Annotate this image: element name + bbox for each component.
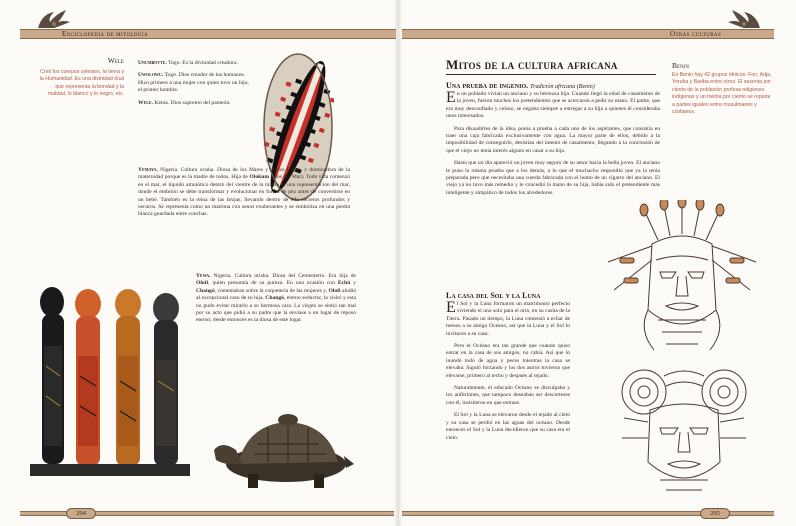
eagle-ornament-icon	[724, 6, 764, 32]
left-running-head: Enciclopedia de mitología	[62, 30, 149, 38]
story2-text: El Sol y la Luna formaron un matrimonio perfecto viviendo el uno solo para el otro, en su casita de la Tierra. Pasado un tiempo, la Luna comenzó a echar de menos a su amigo Océano, así que la Luna y el Sol lo invitaron a su casa. Pero el Océano era tan grande que cuando quiso entrar en la casa de sus amigos, no cabía. Así que lo inundó todo de agua y peces mientras la casa se elevaba. Siguió forzando y los dos astros tuvieron que elevarse, primero al techo y después al tejado. Naturalmente, el educado Océano se disculpaba y los anfitriones, que tampoco deseaban ser descorteses con él, insistieron en que entrase. El Sol y la Luna se elevaron desde el tejado al cielo y su casa se perdió en las aguas del océano. Desde entonces el Sol y la Luna decidieron que su casa era el cielo.	[446, 299, 570, 441]
left-sidebar-title: Wele	[107, 56, 124, 65]
left-page-number: 294	[66, 508, 96, 519]
story2-heading: La casa del Sol y la Luna	[446, 291, 541, 300]
page-title: Mitos de la cultura africana	[446, 57, 618, 72]
left-sidebar-text: Creó los cuerpos celestes, la tierra y la Humanidad. Es una divinidad dual que representa la bondad y la maldad, lo blanco y lo negro, etc.	[39, 69, 124, 98]
entry-yemaya: Yemaya. Nigeria. Cultura orisha. Diosa de los Mares y de los Lagos, y dominadora de la maternidad porque es la madre de todos. Hija de Olokum (dios del Mar). Toda vida comenzó en el mar, el líquido amniótico dentro del vientre de la madre es una representación del mar, donde el embrión se debe transformar y evolucionar en forma de pez antes de convertirse en un bebé. También es la reina de las brujas, llevando dentro de ella secretos profundos y oscuros. Se representa como un matrona con senos exuberantes y se simboliza en una piedra blanca guardada entre conchas.	[138, 167, 350, 218]
entry-unumbotte: Unumbotte. Togo. Es la divinidad creadora.	[138, 60, 238, 66]
entry-yewa: Yewa. Nigeria. Cultura orisha. Diosa del Cementerio. Era hija de Olofi, quien presumía de su pureza. En una ocasión con Echú y Changó, comentaban sobre la coquetería de las mujeres y, Olofi aludió al excepcional caso de su hija. Changó, eterno seductor, la visitó y esta no pudo evitar mirarlo a su hermosa cara. La virgen se sintió tan mal por su acto que pidió a su padre que la enviase a un lugar de reposo eterno; desde entonces es la diosa de este lugar.	[196, 273, 356, 324]
story1-text: En un poblado vivían un anciano y su hermosa hija. Cuando llegó la edad de casamiento de la joven, fueron muchos los pretendientes que se acercaron a pedir su mano. El padre, que era muy desconfiado y celoso, se negaba siempre a entregar a su hija a quienes él consideraba unos interesados. Para disuadirles de la idea, ponía a prueba a cada uno de los aspirantes, que consistía en traer una caja fabricada exclusivamente con agua. La mayor parte de ellos, debido a la imposibilidad de conseguirlo, desistían del intento de casamiento, llegando a la conclusión de que el viejo no tenía interés alguno en casar a su hija. Hasta que un día apareció un joven muy seguro de su amor hacia la bella joven. El anciano le puso la misma prueba que a los demás, a lo que el muchacho respondió que ya la tenía preparada pero que necesitaba una cuerda fabricada con el humo de un cigarro del anciano. El viejo ya no tuvo más remedio y le concedió la mano de su hija, había sido el pretendiente más inteligente y simpático de todos los alrededores.	[446, 89, 660, 196]
turtle-vessel-image	[208, 404, 354, 494]
right-running-head: Otras culturas	[670, 30, 722, 38]
entry-uwolowu: Uwolowu. Togo. Dios creador de los humanos. Hizo primero a una mujer con quien tuvo un hijo, el primer hombre.	[138, 72, 249, 94]
book-spine	[394, 0, 402, 526]
dropcap: E	[446, 299, 456, 316]
benin-mask-drawing-top	[598, 200, 766, 360]
right-sidebar-title: Benin	[672, 61, 689, 70]
title-rule	[446, 74, 656, 75]
short-entries	[138, 60, 254, 112]
benin-mask-drawing-bottom	[604, 362, 764, 502]
entry-wele: Wele. Kenia. Dios supremo del panteón.	[138, 99, 231, 106]
carved-figurines-image	[30, 286, 190, 486]
dropcap: E	[446, 89, 456, 106]
story1-heading: Una prueba de ingenio. Tradición africana (Benin)	[446, 81, 595, 90]
right-page-number: 295	[700, 508, 730, 519]
right-sidebar-text: En Benin hay 42 grupos étnicos: Fon, Adja, Yoruba y Bariba entre otros. El sesenta por ciento de la población profesa religiones indígenas y un treinta por ciento se reparte a partes iguales entre musulmanes y cristianos.	[672, 72, 772, 116]
